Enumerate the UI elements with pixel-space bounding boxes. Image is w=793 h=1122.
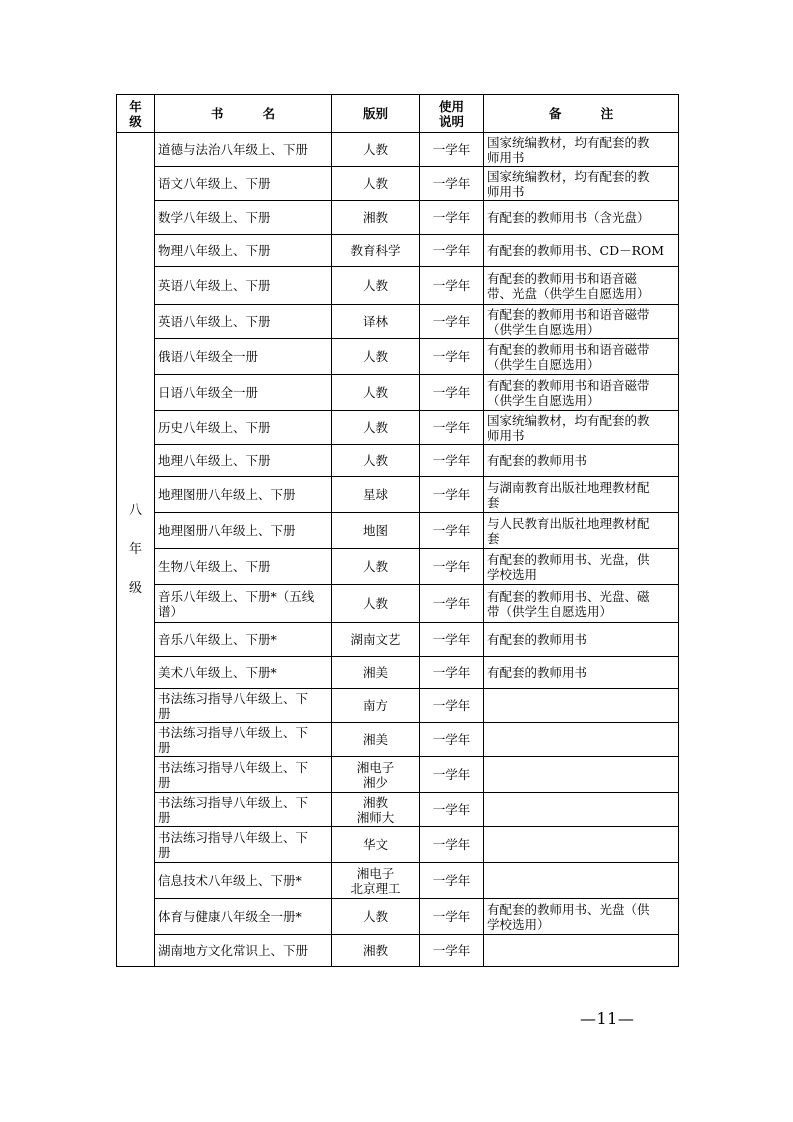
edition-cell [332,167,420,201]
table-row [117,267,679,305]
edition-cell-line: 华文 [362,837,388,852]
usage-cell: 一学年 [420,623,484,657]
notes-cell-line: 有配套的教师用书、CD－ROM [487,243,665,258]
edition-cell [332,267,420,305]
notes-cell-line: 国家统编教材，均有配套的教 [487,134,650,150]
notes-cell-line: 带（供学生自愿选用） [487,603,613,619]
edition-cell [332,863,420,899]
table-row [117,689,679,723]
notes-cell [484,445,679,477]
book-name-cell [155,445,332,477]
notes-cell-line: 有配套的教师用书（含光盘） [487,210,650,225]
book-name-cell-line: 日语八年级全一册 [158,385,259,400]
notes-cell-line: 有配套的教师用书、光盘、磁 [487,588,650,604]
notes-cell [484,267,679,305]
notes-cell [484,623,679,657]
usage-cell: 一学年 [420,167,484,201]
book-name-cell-line: 书法练习指导八年级上、下 [158,759,309,775]
table-row [117,793,679,827]
edition-cell [332,757,420,793]
notes-cell [484,827,679,863]
book-name-cell [155,689,332,723]
header-usage-line-2: 说明 [438,113,464,129]
edition-cell-line: 湖南文艺 [350,632,401,647]
grade-char: 年 [128,542,142,557]
usage-cell: 一学年 [420,267,484,305]
book-name-cell [155,375,332,411]
table-row [117,235,679,267]
book-name-cell [155,513,332,549]
book-name-cell-line: 册 [158,809,171,825]
edition-cell [332,623,420,657]
notes-cell-line: 有配套的教师用书和语音磁 [487,270,638,286]
book-name-cell-line: 历史八年级上、下册 [158,420,271,435]
notes-cell-line: 与人民教育出版社地理教材配 [487,515,650,531]
notes-cell [484,585,679,623]
notes-cell [484,935,679,967]
header-notes: 备 注 [484,95,679,133]
edition-cell [332,477,420,513]
edition-cell [332,201,420,235]
notes-cell [484,167,679,201]
usage-cell: 一学年 [420,757,484,793]
table-row [117,757,679,793]
notes-cell [484,899,679,935]
book-name-cell-line: 册 [158,844,171,860]
edition-cell-line: 北京理工 [350,880,401,896]
book-name-cell-line: 信息技术八年级上、下册* [158,873,302,888]
book-name-cell-line: 书法练习指导八年级上、下 [158,794,309,810]
book-name-cell [155,935,332,967]
book-name-cell [155,623,332,657]
edition-cell [332,657,420,689]
notes-cell-line: （供学生自愿选用） [487,356,600,372]
usage-cell: 一学年 [420,375,484,411]
edition-cell-line: 湘师大 [356,809,395,825]
notes-cell [484,513,679,549]
book-name-cell [155,827,332,863]
usage-cell: 一学年 [420,585,484,623]
book-name-cell-line: 册 [158,739,171,755]
edition-cell-line: 人教 [362,453,388,468]
usage-cell: 一学年 [420,657,484,689]
notes-cell-line: 国家统编教材，均有配套的教 [487,412,650,428]
table-row [117,549,679,585]
header-grade-line-2: 级 [129,113,142,129]
notes-cell-line: 有配套的教师用书、光盘，供 [487,551,650,567]
notes-cell [484,235,679,267]
notes-cell [484,411,679,445]
notes-cell-line: 有配套的教师用书和语音磁带 [487,341,650,357]
table-row [117,305,679,339]
edition-cell [332,445,420,477]
edition-cell [332,793,420,827]
notes-cell-line: 有配套的教师用书和语音磁带 [487,306,650,322]
notes-cell [484,863,679,899]
edition-cell-line: 人教 [362,559,388,574]
grade-cell [117,133,155,967]
edition-cell-line: 人教 [362,909,388,924]
notes-cell [484,549,679,585]
notes-cell-line: 师用书 [487,427,525,443]
book-name-cell [155,201,332,235]
notes-cell [484,133,679,167]
book-name-cell-line: 体育与健康八年级全一册* [158,909,302,924]
book-name-cell [155,167,332,201]
table-row [117,445,679,477]
usage-cell: 一学年 [420,549,484,585]
book-name-cell-line: 书法练习指导八年级上、下 [158,690,309,706]
book-name-cell-line: 谱） [158,603,184,619]
table-row [117,827,679,863]
table-row [117,201,679,235]
edition-cell-line: 人教 [362,142,388,157]
edition-cell [332,689,420,723]
notes-cell-line: （供学生自愿选用） [487,321,600,337]
edition-cell-line: 南方 [362,698,388,713]
table-row [117,411,679,445]
edition-cell-line: 译林 [362,314,388,329]
usage-cell: 一学年 [420,339,484,375]
edition-cell [332,235,420,267]
header-edition: 版别 [332,95,420,133]
edition-cell-line: 人教 [362,278,388,293]
edition-cell-line: 人教 [362,596,388,611]
notes-cell [484,375,679,411]
notes-cell [484,793,679,827]
table-row [117,585,679,623]
notes-cell-line: 套 [487,530,500,546]
book-name-cell [155,657,332,689]
header-row [117,95,679,133]
table-row [117,167,679,201]
table-row [117,133,679,167]
notes-cell [484,477,679,513]
header-book-name: 书 名 [155,95,332,133]
book-name-cell-line: 英语八年级上、下册 [158,314,271,329]
notes-cell [484,723,679,757]
edition-cell [332,375,420,411]
header-usage [420,95,484,133]
table-row [117,935,679,967]
book-name-cell-line: 地理八年级上、下册 [158,453,271,468]
header-grade-line-1: 年 [129,98,142,114]
book-name-cell [155,899,332,935]
usage-cell: 一学年 [420,863,484,899]
book-name-cell [155,267,332,305]
book-name-cell-line: 书法练习指导八年级上、下 [158,724,309,740]
edition-cell [332,827,420,863]
usage-cell: 一学年 [420,689,484,723]
usage-cell: 一学年 [420,235,484,267]
textbook-table [116,94,679,967]
edition-cell-line: 湘教 [362,210,388,225]
notes-cell-line: 国家统编教材，均有配套的教 [487,168,650,184]
book-name-cell-line: 册 [158,774,171,790]
book-name-cell-line: 生物八年级上、下册 [158,559,271,574]
book-name-cell [155,723,332,757]
edition-cell [332,723,420,757]
book-name-cell [155,757,332,793]
book-name-cell [155,549,332,585]
usage-cell: 一学年 [420,445,484,477]
table-row [117,623,679,657]
table-row [117,477,679,513]
notes-cell [484,657,679,689]
edition-cell-line: 湘电子 [356,759,395,775]
usage-cell: 一学年 [420,201,484,235]
edition-cell [332,585,420,623]
notes-cell-line: 有配套的教师用书、光盘（供 [487,901,650,917]
usage-cell: 一学年 [420,899,484,935]
usage-cell: 一学年 [420,793,484,827]
book-name-cell [155,339,332,375]
book-name-cell-line: 美术八年级上、下册* [158,665,277,680]
edition-cell [332,305,420,339]
usage-cell: 一学年 [420,935,484,967]
book-name-cell-line: 册 [158,705,171,721]
edition-cell-line: 地图 [362,523,388,538]
grade-char: 级 [128,581,142,596]
book-name-cell [155,863,332,899]
book-name-cell-line: 英语八年级上、下册 [158,278,271,293]
edition-cell [332,935,420,967]
book-name-cell-line: 书法练习指导八年级上、下 [158,829,309,845]
table-row [117,863,679,899]
notes-cell-line: 学校选用） [487,916,550,932]
book-name-cell-line: 音乐八年级上、下册*（五线 [158,588,315,604]
book-name-cell-line: 俄语八年级全一册 [158,349,259,364]
notes-cell [484,689,679,723]
book-name-cell-line: 地理图册八年级上、下册 [158,523,296,538]
edition-cell-line: 教育科学 [350,243,401,258]
book-name-cell-line: 地理图册八年级上、下册 [158,487,296,502]
book-name-cell-line: 道德与法治八年级上、下册 [158,142,309,157]
book-name-cell [155,411,332,445]
table-row [117,657,679,689]
header-grade [117,95,155,133]
table-row [117,513,679,549]
notes-cell-line: 有配套的教师用书 [487,632,588,647]
header-usage-line-1: 使用 [438,98,464,114]
notes-cell-line: 有配套的教师用书和语音磁带 [487,377,650,393]
usage-cell: 一学年 [420,133,484,167]
edition-cell-line: 湘教 [362,794,388,810]
notes-cell [484,305,679,339]
notes-cell-line: 师用书 [487,149,525,165]
edition-cell-line: 星球 [362,487,388,502]
book-name-cell [155,305,332,339]
book-name-cell-line: 湖南地方文化常识上、下册 [158,943,309,958]
book-name-cell-line: 数学八年级上、下册 [158,210,271,225]
notes-cell [484,757,679,793]
usage-cell: 一学年 [420,477,484,513]
edition-cell-line: 湘美 [362,665,388,680]
table-body [117,133,679,967]
usage-cell: 一学年 [420,305,484,339]
notes-cell-line: 与湖南教育出版社地理教材配 [487,479,650,495]
edition-cell [332,339,420,375]
table-row [117,339,679,375]
book-name-cell [155,477,332,513]
edition-cell-line: 湘电子 [356,865,395,881]
edition-cell [332,411,420,445]
usage-cell: 一学年 [420,411,484,445]
usage-cell: 一学年 [420,827,484,863]
book-name-cell [155,585,332,623]
edition-cell-line: 人教 [362,385,388,400]
table-row [117,899,679,935]
table-row [117,375,679,411]
edition-cell [332,899,420,935]
edition-cell [332,549,420,585]
usage-cell: 一学年 [420,513,484,549]
edition-cell-line: 人教 [362,176,388,191]
edition-cell-line: 湘少 [362,774,388,790]
notes-cell-line: 学校选用 [487,566,538,582]
edition-cell [332,133,420,167]
notes-cell-line: （供学生自愿选用） [487,392,600,408]
edition-cell [332,513,420,549]
book-name-cell [155,793,332,827]
book-name-cell-line: 语文八年级上、下册 [158,176,271,191]
notes-cell-line: 有配套的教师用书 [487,453,588,468]
table-row [117,723,679,757]
book-name-cell [155,133,332,167]
notes-cell [484,201,679,235]
edition-cell-line: 湘教 [362,943,388,958]
book-name-cell-line: 物理八年级上、下册 [158,243,271,258]
edition-cell-line: 人教 [362,349,388,364]
usage-cell: 一学年 [420,723,484,757]
page-number: —11— [580,1009,635,1028]
book-name-cell-line: 音乐八年级上、下册* [158,632,277,647]
grade-char: 八 [128,503,142,518]
notes-cell-line: 有配套的教师用书 [487,665,588,680]
book-name-cell [155,235,332,267]
notes-cell [484,339,679,375]
notes-cell-line: 带、光盘（供学生自愿选用） [487,285,650,301]
edition-cell-line: 湘美 [362,732,388,747]
notes-cell-line: 师用书 [487,183,525,199]
notes-cell-line: 套 [487,494,500,510]
edition-cell-line: 人教 [362,420,388,435]
